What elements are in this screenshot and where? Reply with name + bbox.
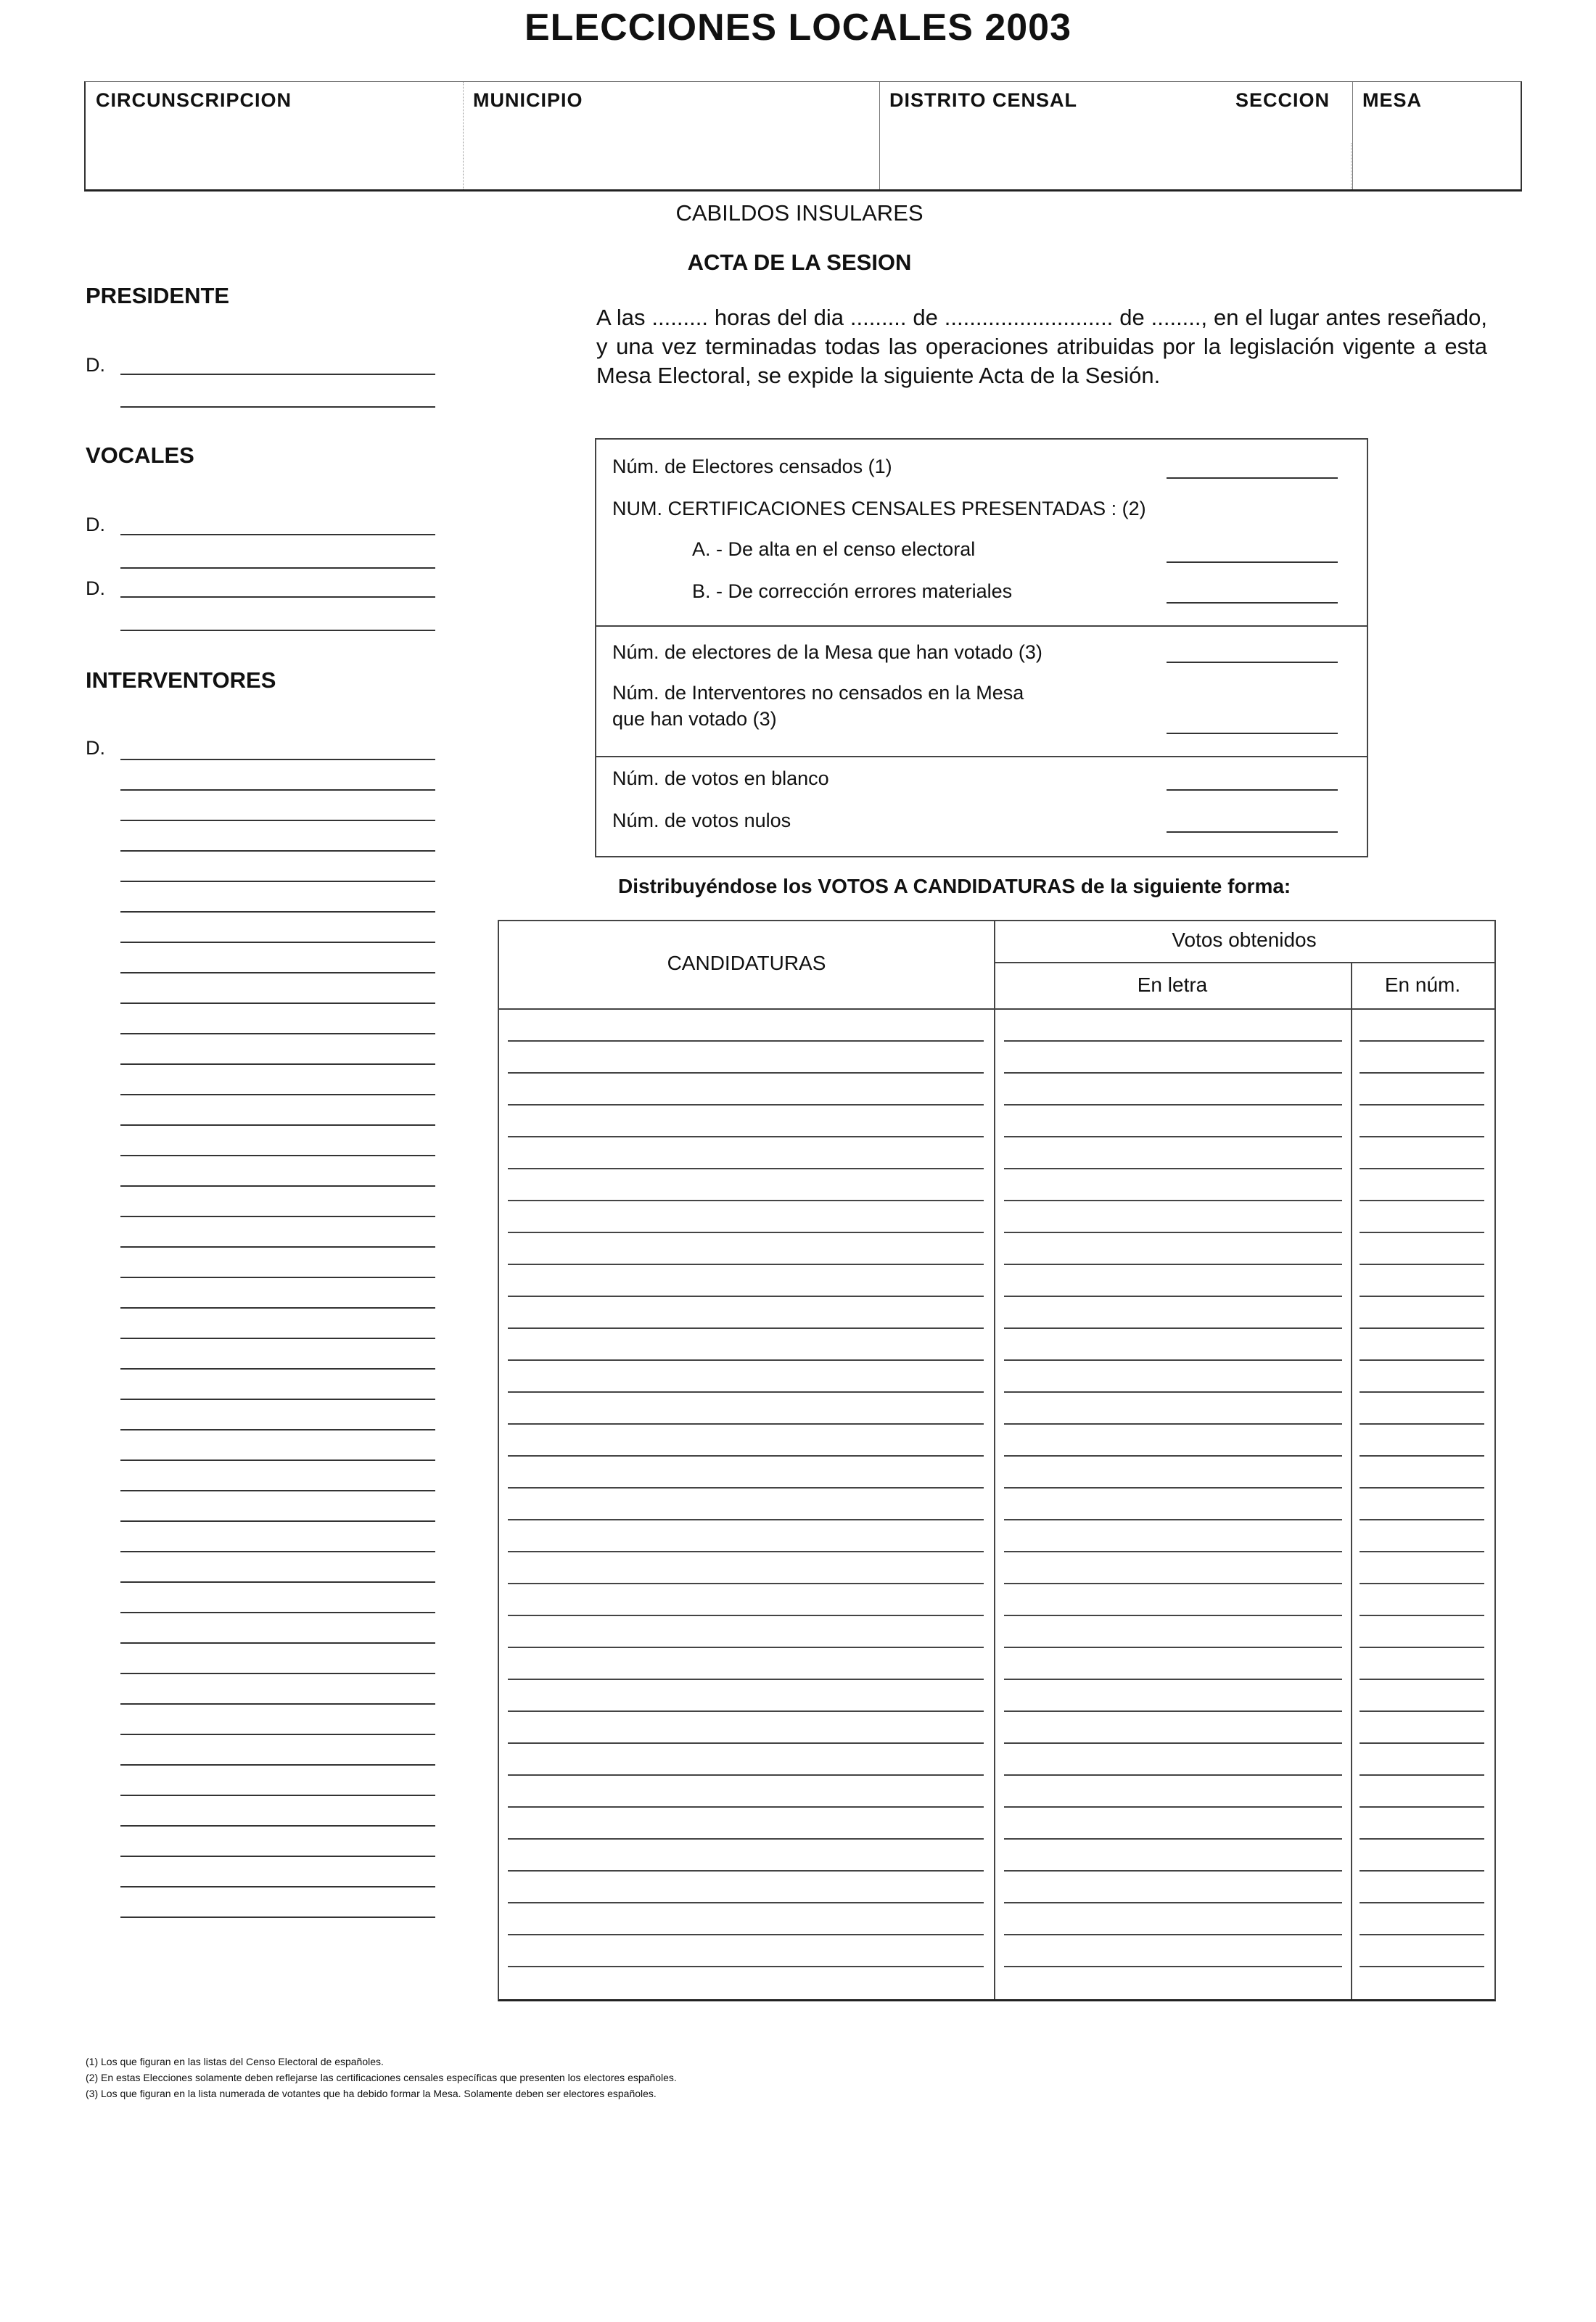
presidente-signature-line[interactable] <box>120 406 435 408</box>
cabildos-subtitle: CABILDOS INSULARES <box>675 200 924 226</box>
interventor-signature-line[interactable] <box>120 1551 435 1552</box>
votos-letra-line[interactable] <box>1004 1551 1342 1552</box>
municipio-label: MUNICIPIO <box>473 89 583 111</box>
interventores-no-censados-field[interactable] <box>1167 733 1338 734</box>
acta-title: ACTA DE LA SESION <box>687 250 912 275</box>
votos-num-line[interactable] <box>1360 1232 1484 1233</box>
interventor-signature-line[interactable] <box>120 1185 435 1187</box>
votos-blanco-label: Núm. de votos en blanco <box>612 767 829 789</box>
candidatura-name-line[interactable] <box>508 1264 984 1265</box>
interventor-signature-line[interactable] <box>120 1155 435 1156</box>
candidatura-name-line[interactable] <box>508 1551 984 1552</box>
votos-letra-line[interactable] <box>1004 1710 1342 1712</box>
presidente-d-prefix: D. <box>86 354 105 376</box>
candidatura-name-line[interactable] <box>508 1774 984 1776</box>
votos-num-line[interactable] <box>1360 1774 1484 1776</box>
footnote-1: (1) Los que figuran en las listas del Censo Electoral de españoles. <box>86 2056 384 2067</box>
interventor-signature-line[interactable] <box>120 1368 435 1370</box>
vocal-1-signature-line[interactable] <box>120 567 435 569</box>
votos-num-line[interactable] <box>1360 1072 1484 1074</box>
candidatura-name-line[interactable] <box>508 1200 984 1201</box>
votos-letra-line[interactable] <box>1004 1679 1342 1680</box>
mesa-label: MESA <box>1362 89 1423 111</box>
votos-letra-line[interactable] <box>1004 1774 1342 1776</box>
votos-num-line[interactable] <box>1360 1647 1484 1648</box>
interventor-signature-line[interactable] <box>120 972 435 973</box>
votos-num-line[interactable] <box>1360 1902 1484 1903</box>
candidatura-name-line[interactable] <box>508 1710 984 1712</box>
presidente-label: PRESIDENTE <box>86 283 230 308</box>
interventor-signature-line[interactable] <box>120 1307 435 1309</box>
votos-letra-line[interactable] <box>1004 1742 1342 1744</box>
votos-letra-line[interactable] <box>1004 1232 1342 1233</box>
votos-num-line[interactable] <box>1360 1806 1484 1808</box>
interventor-signature-line[interactable] <box>120 1642 435 1644</box>
interventor-signature-line[interactable] <box>120 1795 435 1796</box>
han-votado-label: Núm. de electores de la Mesa que han votado (3) <box>612 641 1042 663</box>
candidatura-name-line[interactable] <box>508 1870 984 1872</box>
votos-num-line[interactable] <box>1360 1583 1484 1584</box>
votos-letra-line[interactable] <box>1004 1455 1342 1457</box>
votos-num-line[interactable] <box>1360 1168 1484 1169</box>
candidatura-name-line[interactable] <box>508 1359 984 1361</box>
votos-num-line[interactable] <box>1360 1742 1484 1744</box>
interventor-signature-line[interactable] <box>120 1033 435 1034</box>
correccion-field[interactable] <box>1167 602 1338 604</box>
votos-num-line[interactable] <box>1360 1423 1484 1425</box>
votos-letra-line[interactable] <box>1004 1966 1342 1967</box>
votos-letra-line[interactable] <box>1004 1072 1342 1074</box>
candidatura-name-line[interactable] <box>508 1934 984 1935</box>
interventor-signature-line[interactable] <box>120 1825 435 1827</box>
interventor-signature-line[interactable] <box>120 1734 435 1735</box>
votos-letra-line[interactable] <box>1004 1264 1342 1265</box>
circunscripcion-label: CIRCUNSCRIPCION <box>96 89 292 111</box>
candidatura-name-line[interactable] <box>508 1487 984 1489</box>
interventor-signature-line[interactable] <box>120 1277 435 1278</box>
interventor-signature-line[interactable] <box>120 1764 435 1766</box>
candidatura-name-line[interactable] <box>508 1296 984 1297</box>
votos-letra-line[interactable] <box>1004 1615 1342 1616</box>
interventor-signature-line[interactable] <box>120 1703 435 1705</box>
votos-num-line[interactable] <box>1360 1264 1484 1265</box>
votos-nulos-label: Núm. de votos nulos <box>612 810 791 831</box>
votos-num-line[interactable] <box>1360 1679 1484 1680</box>
mesa-field[interactable] <box>1352 82 1519 189</box>
interventores-label: INTERVENTORES <box>86 667 276 693</box>
votos-letra-line[interactable] <box>1004 1136 1342 1137</box>
candidaturas-header: CANDIDATURAS <box>667 952 826 974</box>
votos-blanco-field[interactable] <box>1167 789 1338 791</box>
candidatura-name-line[interactable] <box>508 1327 984 1329</box>
votos-nulos-field[interactable] <box>1167 831 1338 833</box>
circunscripcion-field[interactable] <box>86 82 463 189</box>
vocal-2-signature-line[interactable] <box>120 596 435 598</box>
votos-letra-line[interactable] <box>1004 1838 1342 1840</box>
votos-num-line[interactable] <box>1360 1487 1484 1489</box>
votos-obtenidos-header: Votos obtenidos <box>1172 929 1317 951</box>
votos-letra-line[interactable] <box>1004 1391 1342 1393</box>
intro-paragraph: A las ......... horas del dia ......... de ........................... de ........, en el lugar antes reseñado, y una vez terminadas todas las operaciones atribuidas por la legislación vigente a esta Mesa Electoral, se expide la siguiente Acta de la Sesión. <box>596 305 1487 388</box>
candidatura-name-line[interactable] <box>508 1136 984 1137</box>
candidatura-name-line[interactable] <box>508 1519 984 1520</box>
votos-num-line[interactable] <box>1360 1200 1484 1201</box>
candidatura-name-line[interactable] <box>508 1742 984 1744</box>
interventor-signature-line[interactable] <box>120 881 435 882</box>
vocal-1-d-prefix: D. <box>86 514 105 535</box>
interventor-signature-line[interactable] <box>120 1003 435 1004</box>
votos-letra-line[interactable] <box>1004 1423 1342 1425</box>
votos-letra-line[interactable] <box>1004 1200 1342 1201</box>
interventor-signature-line[interactable] <box>120 1886 435 1887</box>
interventor-signature-line[interactable] <box>120 1917 435 1918</box>
interventor-signature-line[interactable] <box>120 759 435 760</box>
interventor-signature-line[interactable] <box>120 789 435 791</box>
correccion-label: B. - De corrección errores materiales <box>692 580 1013 602</box>
candidatura-name-line[interactable] <box>508 1902 984 1903</box>
votos-letra-line[interactable] <box>1004 1870 1342 1872</box>
interventor-signature-line[interactable] <box>120 850 435 852</box>
candidatura-name-line[interactable] <box>508 1455 984 1457</box>
interventor-signature-line[interactable] <box>120 1673 435 1674</box>
vocales-label: VOCALES <box>86 442 194 468</box>
candidatura-name-line[interactable] <box>508 1806 984 1808</box>
identification-box <box>84 81 1522 192</box>
candidatura-name-line[interactable] <box>508 1679 984 1680</box>
votos-letra-line[interactable] <box>1004 1327 1342 1329</box>
interventores-no-censados-label: Núm. de Interventores no censados en la Mesa <box>612 682 1024 704</box>
interventor-d-prefix: D. <box>86 737 105 759</box>
presidente-signature-line[interactable] <box>120 374 435 375</box>
interventores-no-censados-label-2: que han votado (3) <box>612 708 777 730</box>
votos-num-line[interactable] <box>1360 1870 1484 1872</box>
alta-label: A. - De alta en el censo electoral <box>692 538 976 560</box>
votos-num-line[interactable] <box>1360 1838 1484 1840</box>
candidatura-name-line[interactable] <box>508 1966 984 1967</box>
interventor-signature-line[interactable] <box>120 1124 435 1126</box>
votos-num-line[interactable] <box>1360 1519 1484 1520</box>
votos-num-line[interactable] <box>1360 1040 1484 1042</box>
interventor-signature-line[interactable] <box>120 820 435 821</box>
interventor-signature-line[interactable] <box>120 1856 435 1857</box>
electores-censados-field[interactable] <box>1167 477 1338 479</box>
interventor-signature-line[interactable] <box>120 1063 435 1065</box>
votos-letra-line[interactable] <box>1004 1934 1342 1935</box>
votos-letra-line[interactable] <box>1004 1647 1342 1648</box>
candidatura-name-line[interactable] <box>508 1168 984 1169</box>
interventor-signature-line[interactable] <box>120 1490 435 1491</box>
votos-letra-line[interactable] <box>1004 1487 1342 1489</box>
candidatura-name-line[interactable] <box>508 1072 984 1074</box>
candidatura-name-line[interactable] <box>508 1423 984 1425</box>
alta-field[interactable] <box>1167 561 1338 563</box>
vocal-2-d-prefix: D. <box>86 577 105 599</box>
interventor-signature-line[interactable] <box>120 1581 435 1583</box>
votos-num-line[interactable] <box>1360 1615 1484 1616</box>
certificaciones-label: NUM. CERTIFICACIONES CENSALES PRESENTADAS : (2) <box>612 498 1146 519</box>
en-num-header: En núm. <box>1384 973 1461 996</box>
votos-letra-line[interactable] <box>1004 1104 1342 1106</box>
votos-num-line[interactable] <box>1360 1359 1484 1361</box>
candidatura-name-line[interactable] <box>508 1232 984 1233</box>
votos-letra-line[interactable] <box>1004 1168 1342 1169</box>
candidatura-name-line[interactable] <box>508 1647 984 1648</box>
candidatura-name-line[interactable] <box>508 1391 984 1393</box>
votos-num-line[interactable] <box>1360 1296 1484 1297</box>
candidatura-name-line[interactable] <box>508 1583 984 1584</box>
votos-num-line[interactable] <box>1360 1391 1484 1393</box>
footnote-2: (2) En estas Elecciones solamente deben reflejarse las certificaciones censales específicas que presenten los electores españoles. <box>86 2072 677 2083</box>
seccion-label: SECCION <box>1235 89 1330 111</box>
votos-letra-line[interactable] <box>1004 1359 1342 1361</box>
electores-censados-label: Núm. de Electores censados (1) <box>612 456 892 477</box>
interventor-signature-line[interactable] <box>120 1612 435 1613</box>
votos-letra-line[interactable] <box>1004 1902 1342 1903</box>
interventor-signature-line[interactable] <box>120 1338 435 1339</box>
votos-num-line[interactable] <box>1360 1551 1484 1552</box>
votos-letra-line[interactable] <box>1004 1040 1342 1042</box>
votos-num-line[interactable] <box>1360 1710 1484 1712</box>
candidatura-name-line[interactable] <box>508 1615 984 1616</box>
interventor-signature-line[interactable] <box>120 1094 435 1095</box>
han-votado-field[interactable] <box>1167 662 1338 663</box>
document-title: ELECCIONES LOCALES 2003 <box>524 7 1072 49</box>
candidaturas-table <box>498 920 1496 2001</box>
footnote-3: (3) Los que figuran en la lista numerada de votantes que ha debido formar la Mesa. Solamente deben ser electores españoles. <box>86 2088 657 2099</box>
interventor-signature-line[interactable] <box>120 1429 435 1430</box>
interventor-signature-line[interactable] <box>120 942 435 943</box>
votos-num-line[interactable] <box>1360 1327 1484 1329</box>
candidatura-name-line[interactable] <box>508 1104 984 1106</box>
votos-num-line[interactable] <box>1360 1136 1484 1137</box>
votos-letra-line[interactable] <box>1004 1806 1342 1808</box>
interventor-signature-line[interactable] <box>120 1216 435 1217</box>
votos-letra-line[interactable] <box>1004 1583 1342 1584</box>
candidatura-name-line[interactable] <box>508 1838 984 1840</box>
vocal-2-signature-line[interactable] <box>120 630 435 631</box>
votos-num-line[interactable] <box>1360 1455 1484 1457</box>
distrito-label: DISTRITO CENSAL <box>889 89 1078 111</box>
votos-num-line[interactable] <box>1360 1934 1484 1935</box>
distribution-heading: Distribuyéndose los VOTOS A CANDIDATURAS de la siguiente forma: <box>618 875 1291 897</box>
votos-letra-line[interactable] <box>1004 1296 1342 1297</box>
votos-num-line[interactable] <box>1360 1966 1484 1967</box>
vocal-1-signature-line[interactable] <box>120 534 435 535</box>
interventor-signature-line[interactable] <box>120 1246 435 1248</box>
votos-num-line[interactable] <box>1360 1104 1484 1106</box>
en-letra-header: En letra <box>1137 973 1208 996</box>
counts-box <box>595 438 1368 857</box>
interventor-signature-line[interactable] <box>120 1399 435 1400</box>
interventor-signature-line[interactable] <box>120 911 435 913</box>
interventor-signature-line[interactable] <box>120 1460 435 1461</box>
votos-letra-line[interactable] <box>1004 1519 1342 1520</box>
interventor-signature-line[interactable] <box>120 1520 435 1522</box>
candidatura-name-line[interactable] <box>508 1040 984 1042</box>
